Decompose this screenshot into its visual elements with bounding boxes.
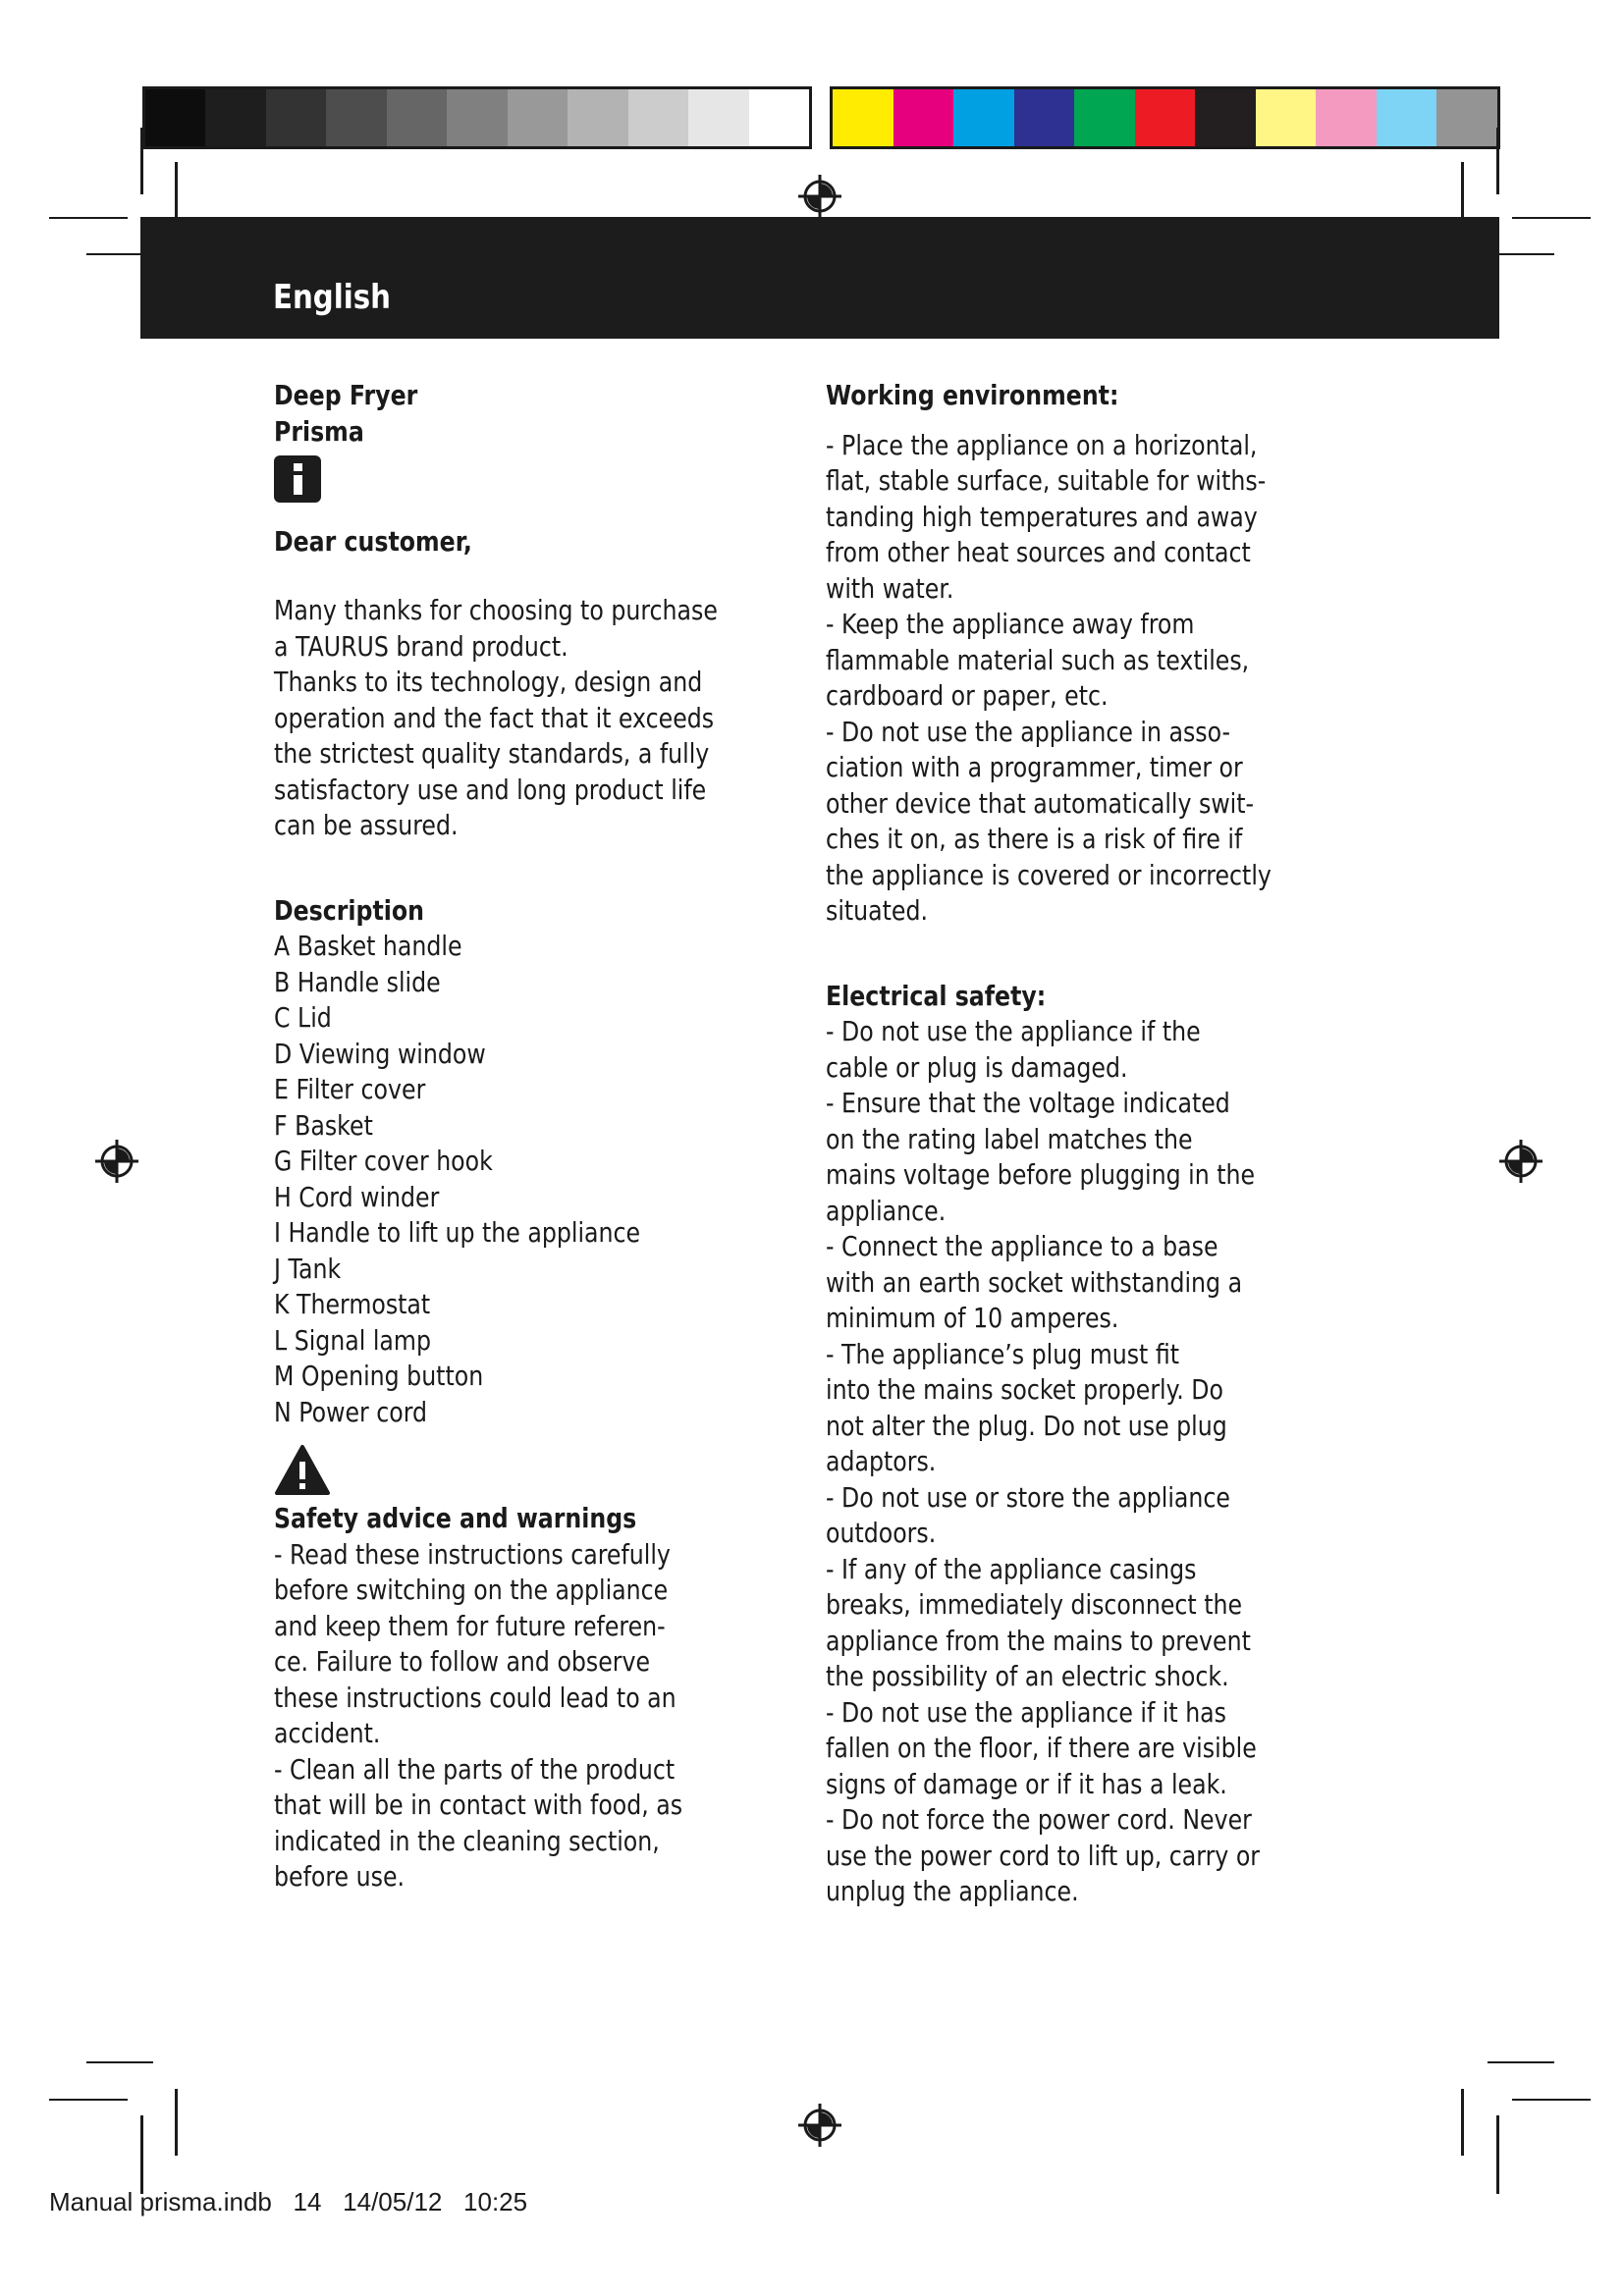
gray-swatch: [205, 89, 265, 146]
greeting: Dear customer,: [274, 525, 472, 558]
gray-swatch: [749, 89, 809, 146]
electrical-line: appliance.: [826, 1195, 947, 1227]
electrical-line: unplug the appliance.: [826, 1876, 1079, 1907]
gray-calibration-bar: [142, 86, 812, 149]
description-item: D Viewing window: [274, 1038, 486, 1070]
left-column: [274, 378, 785, 1896]
registration-mark-left: [92, 1137, 141, 1186]
electrical-line: with an earth socket withstanding a: [826, 1266, 1243, 1299]
language-header-band: [140, 217, 1499, 339]
safety-line: before use.: [274, 1861, 406, 1893]
description-item: N Power cord: [274, 1396, 428, 1428]
description-item: H Cord winder: [274, 1181, 440, 1213]
registration-mark-right: [1496, 1137, 1545, 1186]
color-swatch: [1256, 89, 1317, 146]
electrical-line: minimum of 10 amperes.: [826, 1303, 1119, 1334]
info-icon: [274, 455, 321, 503]
color-swatch: [833, 89, 893, 146]
safety-paragraph: [274, 1537, 785, 1896]
gray-swatch: [688, 89, 748, 146]
electrical-line: outdoors.: [826, 1518, 937, 1549]
working-line: with water.: [826, 572, 954, 605]
electrical-line: - Do not use the appliance if it has: [826, 1696, 1227, 1729]
intro-line: Many thanks for choosing to purchase: [274, 595, 718, 626]
electrical-line: adaptors.: [826, 1446, 937, 1477]
color-swatch: [1436, 89, 1497, 146]
electrical-line: appliance from the mains to prevent: [826, 1625, 1251, 1657]
warning-icon: [274, 1444, 331, 1497]
working-line: cardboard or paper, etc.: [826, 680, 1109, 712]
electrical-line: - Ensure that the voltage indicated: [826, 1088, 1230, 1119]
safety-line: - Read these instructions carefully: [274, 1538, 671, 1571]
electrical-line: mains voltage before plugging in the: [826, 1159, 1256, 1191]
description-item: C Lid: [274, 1002, 332, 1034]
description-item: F Basket: [274, 1109, 373, 1142]
working-line: flammable material such as textiles,: [826, 644, 1250, 676]
working-line: situated.: [826, 895, 929, 927]
electrical-line: - If any of the appliance casings: [826, 1553, 1197, 1585]
safety-line: that will be in contact with food, as: [274, 1789, 683, 1821]
electrical-line: - Connect the appliance to a base: [826, 1231, 1218, 1262]
color-swatch: [1014, 89, 1075, 146]
safety-line: and keep them for future referen-: [274, 1610, 666, 1642]
working-line: ches it on, as there is a risk of fire if: [826, 824, 1243, 855]
gray-swatch: [387, 89, 447, 146]
intro-line: operation and the fact that it exceeds: [274, 702, 715, 734]
product-name-line2: Prisma: [274, 415, 364, 448]
electrical-line: not alter the plug. Do not use plug: [826, 1410, 1227, 1442]
working-line: ciation with a programmer, timer or: [826, 752, 1243, 783]
description-item: A Basket handle: [274, 931, 462, 962]
electrical-line: into the mains socket properly. Do: [826, 1374, 1223, 1406]
working-line: the appliance is covered or incorrectly: [826, 859, 1272, 891]
working-line: from other heat sources and contact: [826, 537, 1251, 568]
electrical-line: breaks, immediately disconnect the: [826, 1589, 1243, 1621]
description-item: J Tank: [274, 1253, 342, 1285]
working-environment-heading: Working environment:: [826, 380, 1119, 411]
intro-line: the strictest quality standards, a fully: [274, 738, 710, 770]
safety-line: before switching on the appliance: [274, 1575, 669, 1606]
gray-swatch: [628, 89, 688, 146]
electrical-line: on the rating label matches the: [826, 1123, 1193, 1155]
gray-swatch: [145, 89, 205, 146]
description-item: G Filter cover hook: [274, 1146, 493, 1177]
safety-line: indicated in the cleaning section,: [274, 1825, 660, 1857]
language-title: English: [273, 278, 391, 317]
color-swatch: [1195, 89, 1256, 146]
electrical-line: - Do not use or store the appliance: [826, 1481, 1230, 1514]
color-swatch: [953, 89, 1014, 146]
safety-line: accident.: [274, 1718, 381, 1749]
electrical-safety-paragraph: [826, 1014, 1356, 1910]
description-item: I Handle to lift up the appliance: [274, 1217, 641, 1249]
description-item: B Handle slide: [274, 966, 441, 998]
print-slug: Manual prisma.indb 14 14/05/12 10:25: [49, 2187, 528, 2216]
gray-swatch: [447, 89, 507, 146]
working-line: flat, stable surface, suitable for withs-: [826, 465, 1267, 497]
description-list: [274, 929, 785, 1430]
electrical-safety-heading: Electrical safety:: [826, 980, 1047, 1012]
working-line: other device that automatically swit-: [826, 787, 1255, 820]
safety-line: - Clean all the parts of the product: [274, 1753, 676, 1786]
right-column: [826, 378, 1356, 1910]
description-item: M Opening button: [274, 1361, 484, 1392]
color-swatch: [1135, 89, 1196, 146]
gray-swatch: [508, 89, 568, 146]
color-swatch: [1074, 89, 1135, 146]
intro-paragraph: [274, 593, 785, 844]
working-line: - Place the appliance on a horizontal,: [826, 429, 1258, 461]
electrical-line: - Do not use the appliance if the: [826, 1016, 1201, 1047]
description-item: E Filter cover: [274, 1074, 426, 1105]
description-heading: Description: [274, 894, 424, 927]
electrical-line: cable or plug is damaged.: [826, 1051, 1128, 1084]
intro-line: can be assured.: [274, 810, 459, 841]
color-calibration-bar: [830, 86, 1500, 149]
description-item: L Signal lamp: [274, 1324, 431, 1357]
description-item: K Thermostat: [274, 1289, 431, 1320]
safety-line: ce. Failure to follow and observe: [274, 1646, 651, 1678]
electrical-line: - The appliance’s plug must fit: [826, 1338, 1180, 1370]
electrical-line: - Do not force the power cord. Never: [826, 1804, 1252, 1836]
working-environment-paragraph: [826, 428, 1356, 930]
electrical-line: use the power cord to lift up, carry or: [826, 1840, 1261, 1872]
intro-line: Thanks to its technology, design and: [274, 667, 703, 698]
color-swatch: [1316, 89, 1377, 146]
registration-mark-top: [795, 172, 844, 221]
registration-mark-bottom: [795, 2101, 844, 2150]
product-name-line1: Deep Fryer: [274, 380, 418, 411]
working-line: tanding high temperatures and away: [826, 501, 1258, 533]
electrical-line: signs of damage or if it has a leak.: [826, 1768, 1227, 1800]
color-swatch: [1377, 89, 1437, 146]
gray-swatch: [568, 89, 627, 146]
electrical-line: the possibility of an electric shock.: [826, 1661, 1229, 1692]
working-line: - Do not use the appliance in asso-: [826, 716, 1231, 748]
safety-line: these instructions could lead to an: [274, 1682, 677, 1714]
intro-line: satisfactory use and long product life: [274, 774, 707, 806]
working-line: - Keep the appliance away from: [826, 609, 1195, 640]
gray-swatch: [266, 89, 326, 146]
intro-line: a TAURUS brand product.: [274, 630, 568, 663]
electrical-line: fallen on the floor, if there are visible: [826, 1733, 1257, 1764]
safety-heading: Safety advice and warnings: [274, 1503, 637, 1534]
color-swatch: [893, 89, 954, 146]
gray-swatch: [326, 89, 386, 146]
